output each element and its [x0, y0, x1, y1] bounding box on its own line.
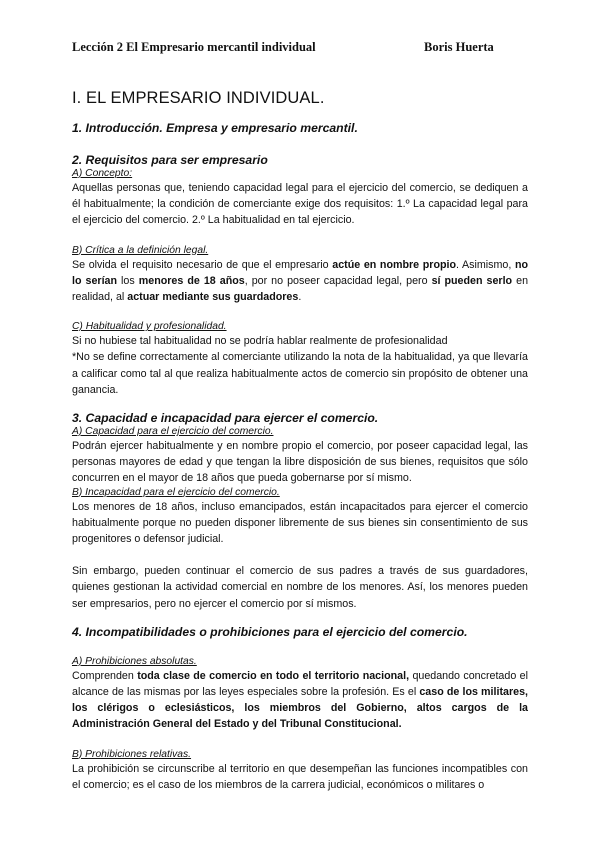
subsection-prohibiciones-relativas-heading: B) Prohibiciones relativas.	[72, 748, 192, 760]
prohibiciones-relativas-paragraph: La prohibición se circunscribe al territorio en que desempeñan las funciones incompatibles con el comercio; es el caso de los miembros de la carrera judicial, económicos o militares o	[72, 762, 528, 791]
subsection-prohibiciones-absolutas-heading: A) Prohibiciones absolutas.	[72, 655, 197, 667]
document-title: I. EL EMPRESARIO INDIVIDUAL.	[72, 89, 325, 107]
subsection-habitualidad-heading: C) Habitualidad y profesionalidad.	[72, 321, 227, 333]
prohibiciones-absolutas-paragraph: Comprenden toda clase de comercio en todo el territorio nacional, quedando concretado el alcance de las mismas por las leyes especiales sobre la profesión. Es el caso de los militares, los clérigos o eclesiásticos, los miembros del Gobierno, altos cargos de la Administración General del Estado y del Tribunal Constitucional.	[72, 669, 528, 731]
incapacidad-paragraph-2: Sin embargo, pueden continuar el comercio de sus padres a través de sus guardadores, quienes gestionan la actividad comercial en nombre de los menores. Así, los menores pueden ser empresarios, pero no ejercer el comercio por sí mismos.	[72, 565, 528, 610]
subsection-concepto-heading: A) Concepto:	[72, 168, 133, 179]
header-author: Boris Huerta	[424, 40, 494, 54]
subsection-capacidad-heading: A) Capacidad para el ejercicio del comercio.	[72, 426, 274, 438]
subsection-incapacidad-heading: B) Incapacidad para el ejercicio del comercio.	[72, 486, 280, 498]
section-3-heading: 3. Capacidad e incapacidad para ejercer el comercio.	[72, 411, 379, 426]
critica-paragraph: Se olvida el requisito necesario de que el empresario actúe en nombre propio. Asimismo, no lo serían los menores de 18 años, por no poseer capacidad legal, pero sí pueden serlo en realidad, al actuar mediante sus guardadores.	[72, 258, 529, 304]
section-4-heading: 4. Incompatibilidades o prohibiciones para el ejercicio del comercio.	[72, 624, 468, 639]
capacidad-paragraph: Podrán ejercer habitualmente y en nombre propio el comercio, por poseer capacidad legal, las personas mayores de edad y que tengan la libre disposición de sus bienes, requisitos que sólo concurren en el mayor de 18 años que pueda gobernarse por sí mismo.	[72, 440, 528, 485]
subsection-critica-heading: B) Crítica a la definición legal.	[72, 244, 209, 256]
section-2-heading: 2. Requisitos para ser empresario	[72, 153, 268, 167]
section-1-heading: 1. Introducción. Empresa y empresario mercantil.	[72, 121, 358, 135]
concepto-paragraph: Aquellas personas que, teniendo capacidad legal para el ejercicio del comercio, se dediquen a él habitualmente; la condición de comerciante exige dos requisitos: 1.º La capacidad legal para el ejercicio del comercio. 2.º La habitualidad en tal ejercicio.	[72, 182, 528, 227]
header-lesson-title: Lección 2 El Empresario mercantil individual	[72, 40, 316, 54]
habitualidad-paragraph-1: Si no hubiese tal habitualidad no se podría hablar realmente de profesionalidad	[72, 335, 448, 348]
incapacidad-paragraph-1: Los menores de 18 años, incluso emancipados, están incapacitados para ejercer el comercio habitualmente porque no pueden disponer libremente de sus bienes sin consentimiento de sus progenitores o defensor judicial.	[72, 500, 528, 546]
document-body	[72, 88, 528, 793]
habitualidad-paragraph-2: *No se define correctamente al comerciante utilizando la nota de la habitualidad, ya que llevaría a calificar como tal al que realiza habitualmente actos de comercio sin propósito de obtener una ganancia.	[72, 351, 528, 396]
